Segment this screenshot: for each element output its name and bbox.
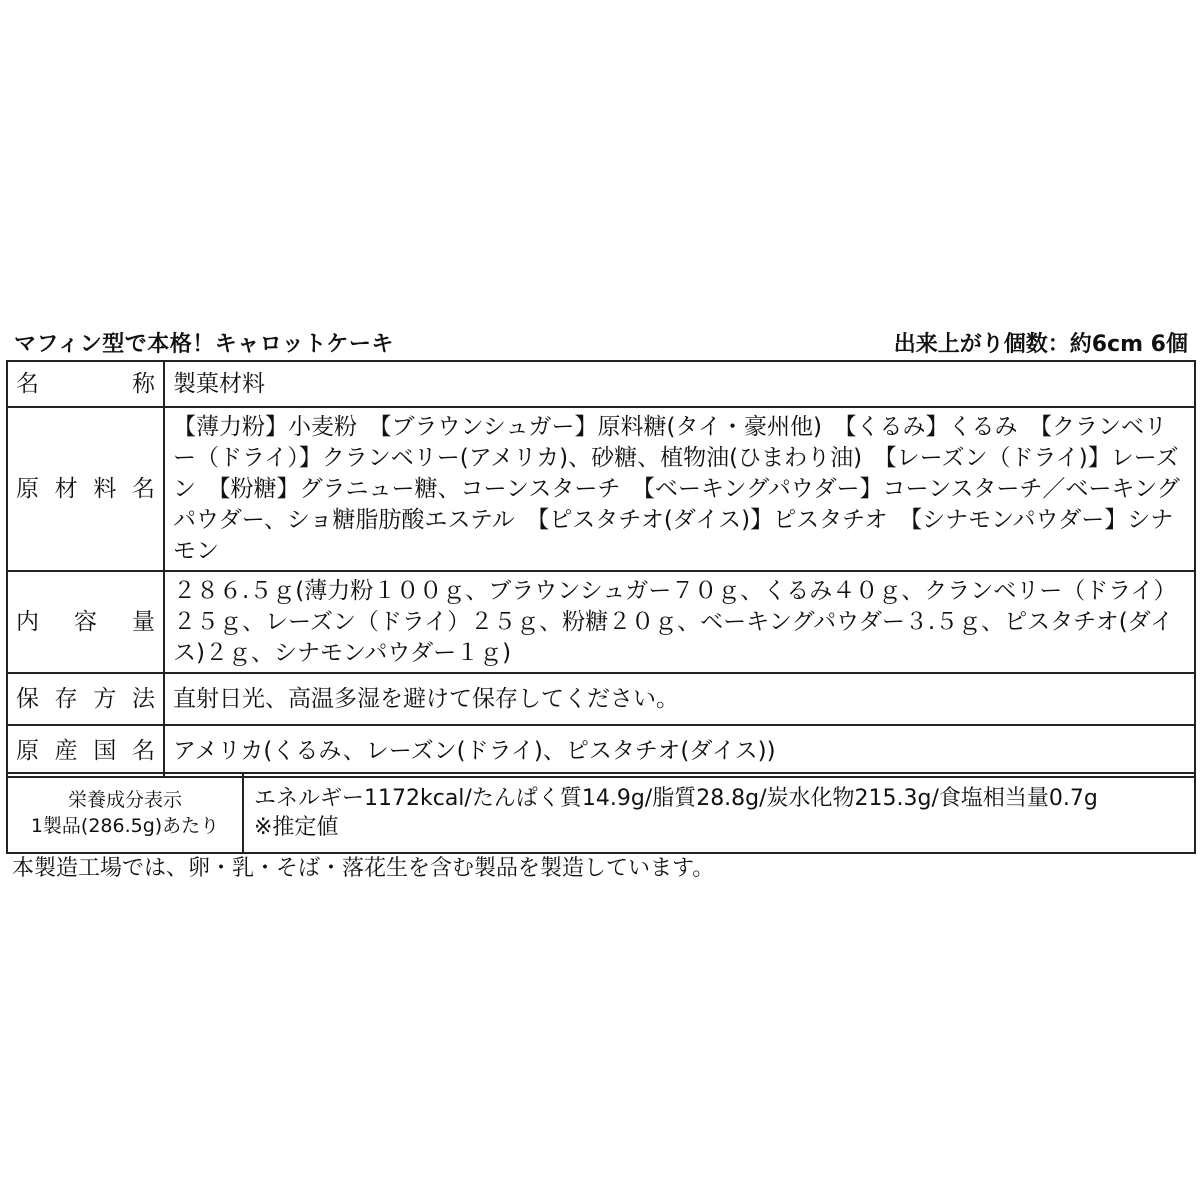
key-char: 法: [131, 685, 155, 712]
nutrition-estimate-note: ※推定値: [254, 815, 339, 840]
nutrition-table: [6, 772, 1196, 854]
key-char: 名: [131, 737, 155, 764]
label-value-contents: ２８６.５ｇ(薄力粉１００ｇ、ブラウンシュガー７０ｇ、くるみ４０ｇ、クランベリー（ドライ）２５ｇ、レーズン（ドライ）２５ｇ、粉糖２０ｇ、ベーキングパウダー３.５ｇ、ピスタチオ(ダイス)２ｇ、シナモンパウダー１ｇ): [164, 571, 1195, 673]
label-header: [14, 327, 1188, 359]
nutrition-key-title: 栄養成分表示: [67, 789, 182, 811]
nutrition-key: [7, 773, 243, 853]
label-value-origin: アメリカ(くるみ、レーズン(ドライ)、ピスタチオ(ダイス)): [164, 725, 1195, 777]
key-char: 料: [93, 475, 117, 502]
label-key-origin: [7, 725, 164, 777]
key-char: 方: [93, 685, 117, 712]
food-label-table: [6, 360, 1196, 778]
key-char: 国: [93, 737, 117, 764]
key-char: 材: [54, 475, 78, 502]
label-key-name: [7, 361, 164, 407]
label-row-contents: [7, 571, 1195, 673]
label-key-ingredients: [7, 407, 164, 571]
label-row-storage: [7, 673, 1195, 725]
label-key-contents: [7, 571, 164, 673]
product-title: マフィン型で本格！キャロットケーキ: [14, 332, 394, 357]
nutrition-value: [243, 773, 1195, 853]
label-key-storage: [7, 673, 164, 725]
key-char: 量: [132, 608, 155, 635]
key-char: 産: [54, 737, 78, 764]
key-char: 保: [16, 685, 39, 712]
key-char: 称: [132, 370, 155, 397]
key-char: 内: [16, 608, 39, 635]
yield-info: 出来上がり個数：約6cm 6個: [893, 332, 1188, 357]
label-row-origin: [7, 725, 1195, 777]
nutrition-key-basis: 1製品(286.5g)あたり: [30, 815, 220, 837]
nutrition-facts: エネルギー1172kcal/たんぱく質14.9g/脂質28.8g/炭水化物215.3g/食塩相当量0.7g: [254, 786, 1098, 811]
label-row-name: [7, 361, 1195, 407]
key-char: 存: [54, 685, 78, 712]
key-char: 名: [131, 475, 155, 502]
key-char: 名: [16, 370, 39, 397]
allergy-note: 本製造工場では、卵・乳・そば・落花生を含む製品を製造しています。: [12, 856, 715, 881]
label-value-ingredients: 【薄力粉】小麦粉 【ブラウンシュガー】原料糖(タイ・豪州他) 【くるみ】くるみ 【クランベリー（ドライ）】クランベリー(アメリカ)、砂糖、植物油(ひまわり油) 【レーズン（ドライ)】レーズン 【粉糖】グラニュー糖、コーンスターチ 【ベーキングパウダー】コーンスターチ／ベーキングパウダー、ショ糖脂肪酸エステル 【ピスタチオ(ダイス)】ピスタチオ 【シナモンパウダー】シナモン: [164, 407, 1195, 571]
label-row-ingredients: [7, 407, 1195, 571]
nutrition-row: [7, 773, 1195, 853]
key-char: 容: [74, 608, 97, 635]
label-value-storage: 直射日光、高温多湿を避けて保存してください。: [164, 673, 1195, 725]
key-char: 原: [16, 475, 39, 502]
key-char: 原: [16, 737, 39, 764]
label-value-name: 製菓材料: [164, 361, 1195, 407]
